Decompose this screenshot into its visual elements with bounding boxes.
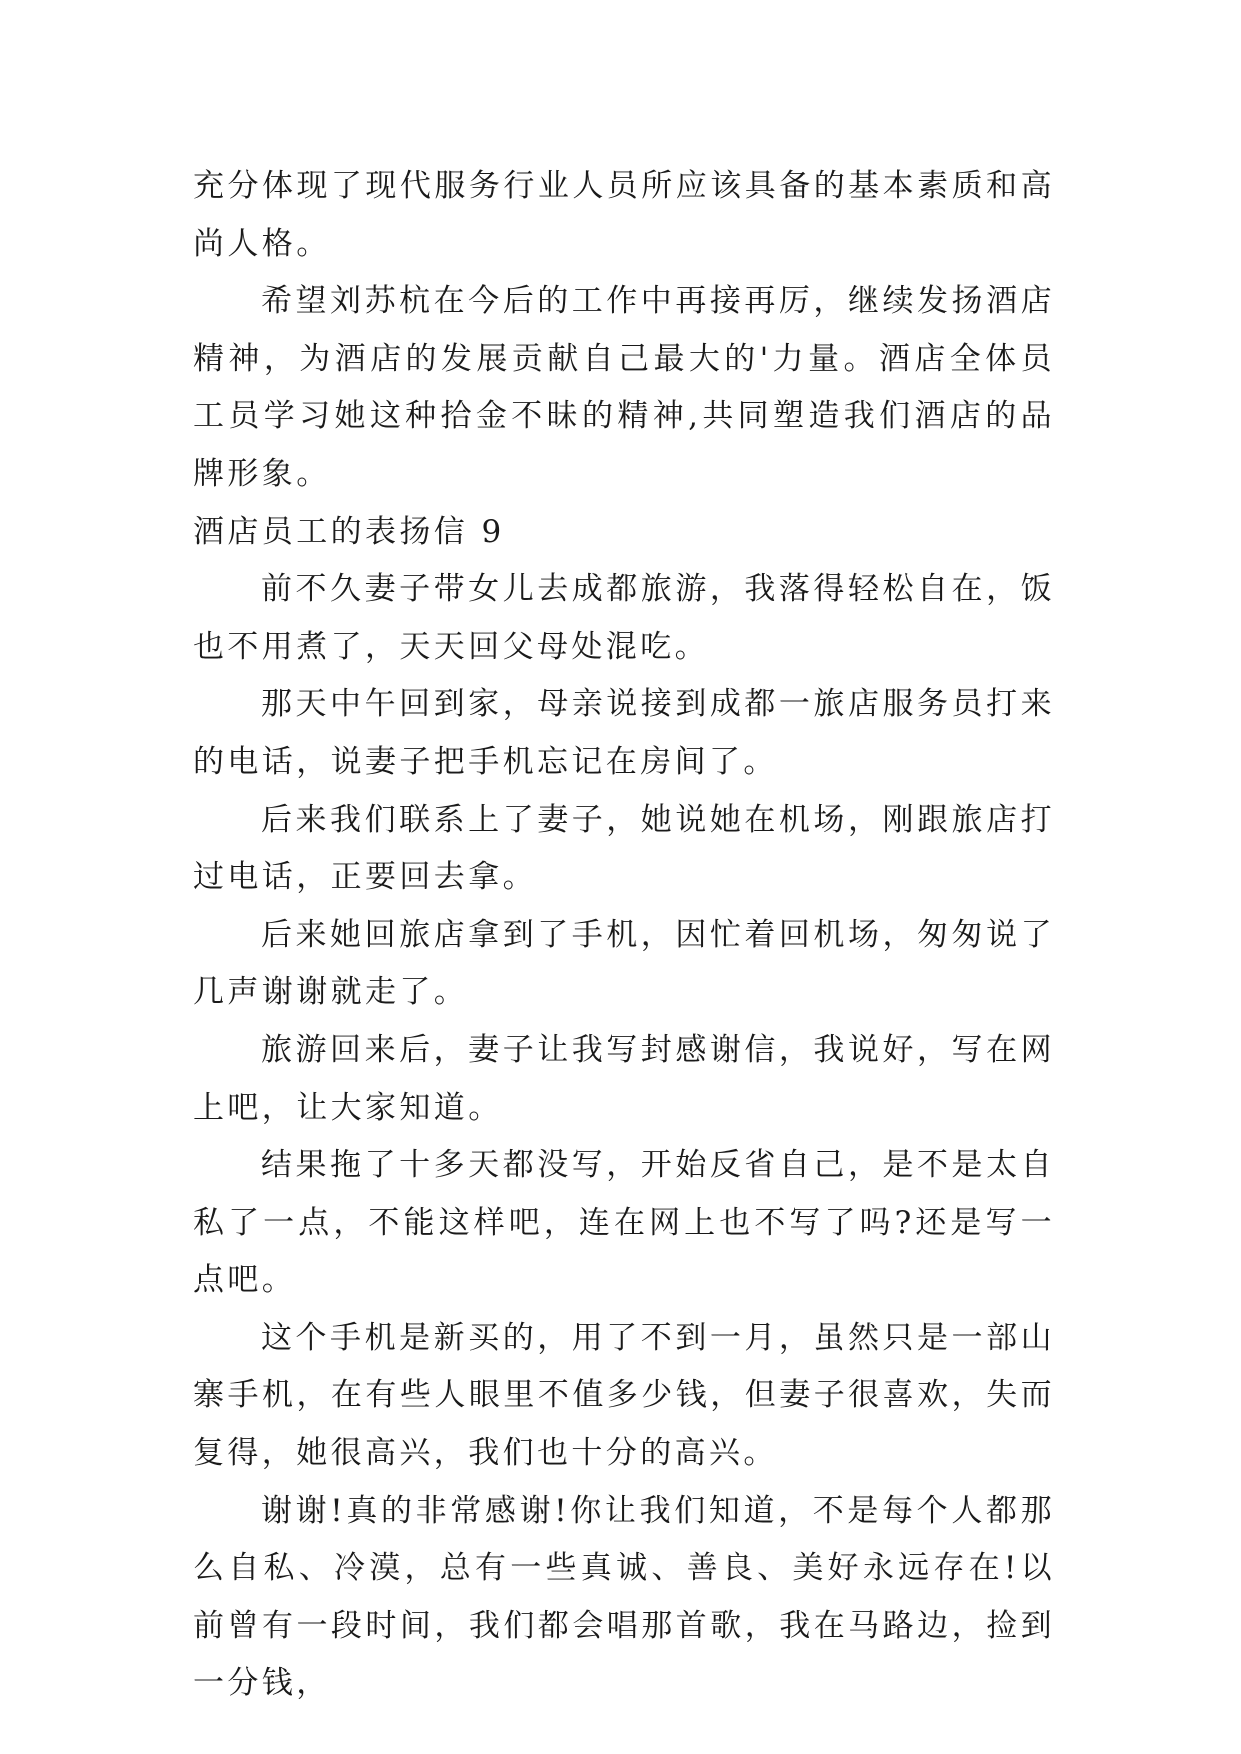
paragraph: 希望刘苏杭在今后的工作中再接再厉，继续发扬酒店精神，为酒店的发展贡献自己最大的'力量。酒店全体员工员学习她这种拾金不昧的精神,共同塑造我们酒店的品牌形象。 <box>193 283 1055 492</box>
paragraph: 这个手机是新买的，用了不到一月，虽然只是一部山寨手机，在有些人眼里不值多少钱，但妻子很喜欢，失而复得，她很高兴，我们也十分的高兴。 <box>193 1319 1055 1472</box>
paragraph: 后来她回旅店拿到了手机，因忙着回机场，匆匆说了几声谢谢就走了。 <box>193 916 1055 1011</box>
paragraph: 谢谢!真的非常感谢!你让我们知道，不是每个人都那么自私、冷漠，总有一些真诚、善良、美好永远存在!以前曾有一段时间，我们都会唱那首歌，我在马路边，捡到一分钱， <box>193 1492 1055 1702</box>
paragraph: 那天中午回到家，母亲说接到成都一旅店服务员打来的电话，说妻子把手机忘记在房间了。 <box>193 686 1055 780</box>
paragraph: 结果拖了十多天都没写，开始反省自己，是不是太自私了一点，不能这样吧，连在网上也不写了吗?还是写一点吧。 <box>193 1147 1055 1299</box>
section-heading: 酒店员工的表扬信 9 <box>193 513 505 550</box>
paragraph: 旅游回来后，妻子让我写封感谢信，我说好，写在网上吧，让大家知道。 <box>193 1031 1055 1126</box>
paragraph: 后来我们联系上了妻子，她说她在机场，刚跟旅店打过电话，正要回去拿。 <box>193 801 1055 896</box>
paragraph: 前不久妻子带女儿去成都旅游，我落得轻松自在，饭也不用煮了，天天回父母处混吃。 <box>193 571 1055 665</box>
document-body <box>193 158 1055 1713</box>
paragraph: 充分体现了现代服务行业人员所应该具备的基本素质和高尚人格。 <box>193 168 1055 262</box>
